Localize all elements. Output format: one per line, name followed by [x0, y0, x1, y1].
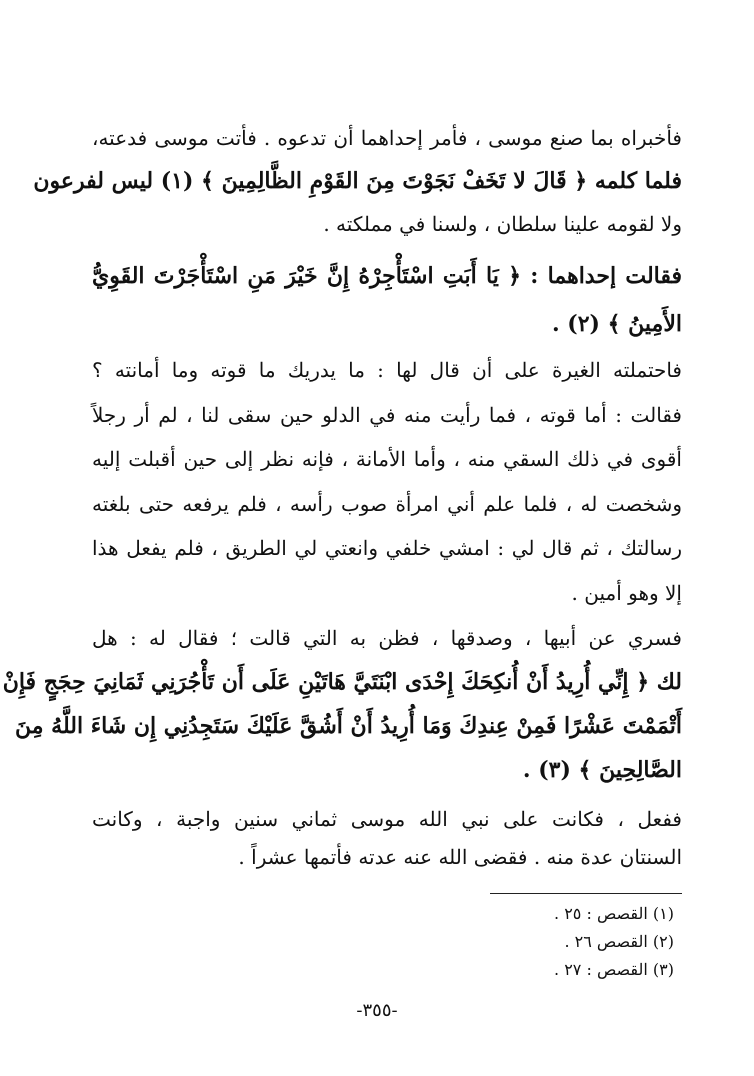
footnote-item: (٣) القصص : ٢٧ .: [554, 960, 674, 979]
page-number: -٣٥٥-: [356, 1000, 398, 1021]
text-line: فأخبراه بما صنع موسى ، فأمر إحداهما أن تدعوه . فأتت موسى فدعته،: [92, 126, 682, 150]
footnote-divider: [490, 893, 682, 894]
text-line-quran: فقالت إحداهما : ﴿ يَا أَبَتِ اسْتَأْجِرْهُ إِنَّ خَيْرَ مَنِ اسْتَأْجَرْتَ القَوِيُّ: [92, 263, 682, 289]
text-line: فسري عن أبيها ، وصدقها ، فظن به التي قالت ؛ فقال له : هل: [92, 626, 682, 650]
text-line-quran: أَتْمَمْتَ عَشْرًا فَمِنْ عِندِكَ وَمَا أُرِيدُ أَنْ أَشُقَّ عَلَيْكَ سَتَجِدُنِي إِن شَاءَ اللَّهُ مِنَ: [14, 713, 682, 739]
text-line: ولا لقومه علينا سلطان ، ولسنا في مملكته .: [323, 212, 682, 236]
text-line: فقالت : أما قوته ، فما رأيت منه في الدلو حين سقى لنا ، لم أر رجلاً: [92, 402, 682, 427]
text-line: رسالتك ، ثم قال لي : امشي خلفي وانعتي لي الطريق ، فلم يفعل هذا: [92, 536, 682, 560]
footnote-item: (١) القصص : ٢٥ .: [554, 904, 674, 923]
paragraph-4: [2, 616, 682, 792]
paragraph-5: [92, 800, 682, 876]
text-line: أقوى في ذلك السقي منه ، وأما الأمانة ، فإنه نظر إلى حين أقبلت إليه: [92, 447, 682, 471]
paragraph-2: [92, 252, 682, 348]
text-line: السنتان عدة منه . فقضى الله عنه عدته فأتمها عشراً .: [238, 845, 682, 869]
text-line: إلا وهو أمين .: [571, 580, 682, 605]
text-line: ففعل ، فكانت على نبي الله موسى ثماني سنين واجبة ، وكانت: [92, 807, 682, 831]
text-line-quran: فلما كلمه ﴿ قَالَ لا تَخَفْ نَجَوْتَ مِنَ القَوْمِ الظَّالِمِينَ ﴾ (١) ليس لفرعون: [33, 168, 682, 194]
footnote-item: (٢) القصص ٢٦ .: [564, 932, 674, 951]
footnotes: [474, 900, 674, 984]
text-line-quran: الصَّالِحِينَ ﴾ (٣) .: [522, 757, 682, 783]
text-line-quran: لك ﴿ إِنِّي أُرِيدُ أَنْ أُنكِحَكَ إِحْدَى ابْنَتَيَّ هَاتَيْنِ عَلَى أَن تَأْجُرَنِي ثَمَانِيَ حِجَجٍ فَإِنْ: [2, 669, 682, 695]
text-line: فاحتملته الغيرة على أن قال لها : ما يدريك ما قوته وما أمانته ؟: [92, 358, 682, 382]
paragraph-3: [92, 348, 682, 615]
text-line-quran: الأَمِينُ ﴾ (٢) .: [551, 311, 682, 337]
paragraph-1: [33, 117, 682, 246]
text-line: وشخصت له ، فلما علم أني امرأة صوب رأسه ، فلم يرفعه حتى بلغته: [92, 491, 682, 516]
